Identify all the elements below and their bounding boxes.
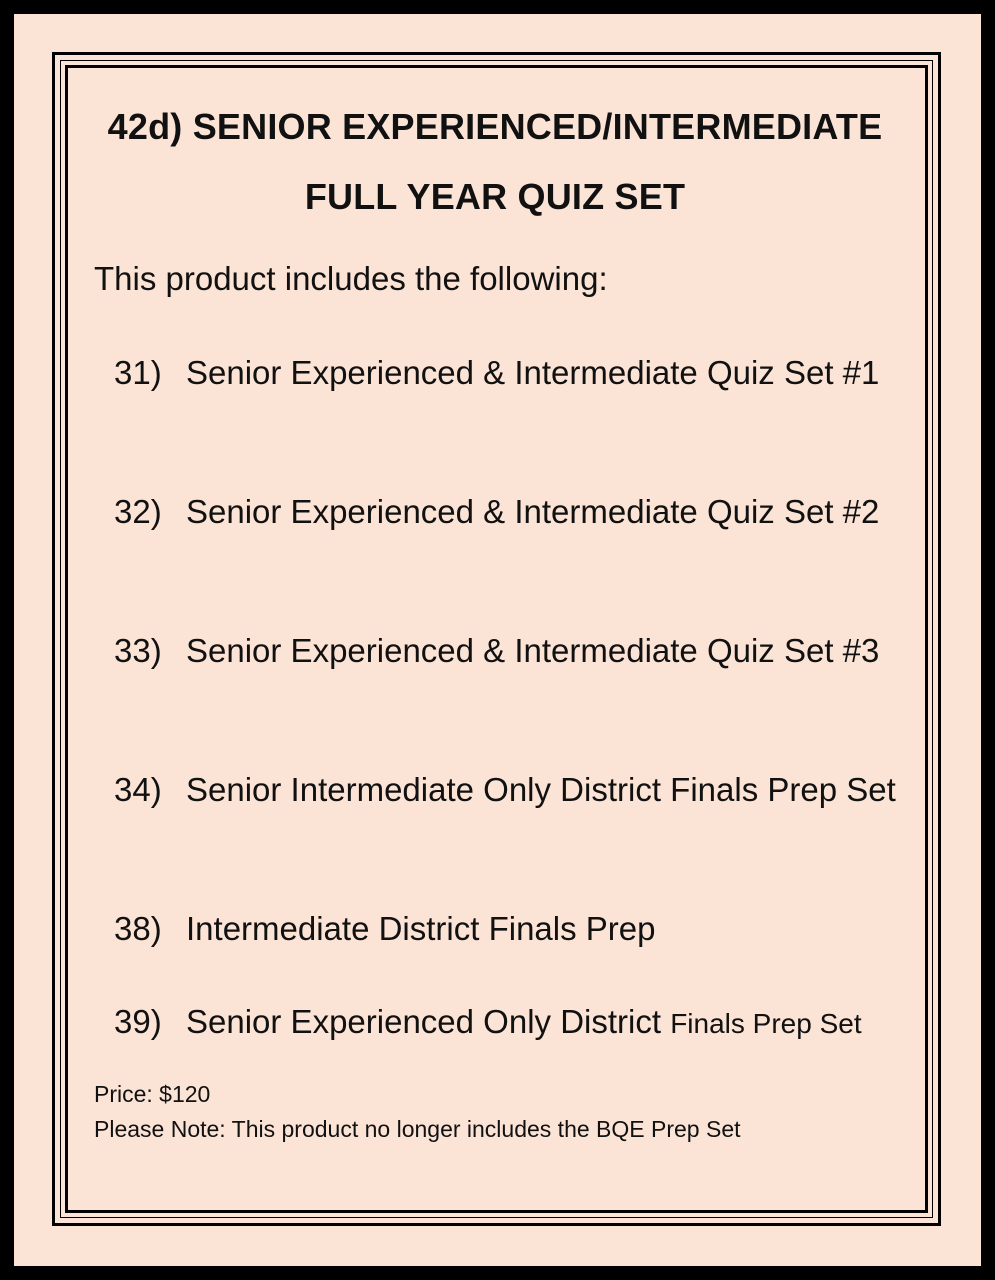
intro-text: This product includes the following: [94, 260, 608, 297]
item-number: 31) [114, 354, 162, 391]
item-number: 38) [114, 910, 162, 947]
item-text-small: Finals Prep Set [670, 1008, 862, 1039]
item-text: Senior Experienced & Intermediate Quiz Set #2 [186, 493, 880, 530]
item-text: Senior Experienced & Intermediate Quiz Set #1 [186, 354, 880, 391]
item-text: Senior Intermediate Only District Finals Prep Set [186, 771, 896, 808]
price-text: Price: $120 [94, 1081, 211, 1107]
item-text: Intermediate District Finals Prep [186, 910, 656, 947]
item-number: 33) [114, 632, 162, 669]
note-text: Please Note: This product no longer includes the BQE Prep Set [94, 1116, 741, 1142]
item-number: 34) [114, 771, 162, 808]
item-text: Senior Experienced & Intermediate Quiz Set #3 [186, 632, 880, 669]
title-line-1: 42d) SENIOR EXPERIENCED/INTERMEDIATE [107, 106, 883, 147]
title-line-2: FULL YEAR QUIZ SET [304, 176, 686, 217]
item-number: 32) [114, 493, 162, 530]
item-text: Senior Experienced Only District [186, 1003, 662, 1040]
item-number: 39) [114, 1003, 162, 1040]
